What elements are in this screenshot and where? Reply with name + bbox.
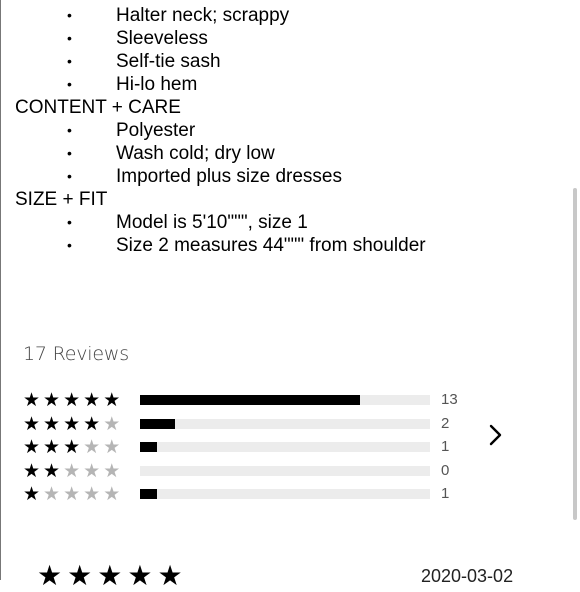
product-details — [15, 4, 555, 257]
star-icon: ★ — [83, 459, 104, 482]
star-icon: ★ — [43, 436, 64, 458]
reviews-count-title: 17 Reviews — [23, 343, 129, 365]
rating-count: 0 — [441, 461, 450, 479]
star-icon: ★ — [37, 559, 68, 592]
star-icon: ★ — [23, 389, 44, 411]
star-icon: ★ — [157, 559, 188, 592]
rating-count: 13 — [441, 391, 458, 408]
star-icon: ★ — [97, 559, 128, 592]
content-care-heading: CONTENT + CARE — [15, 97, 181, 118]
star-icon: ★ — [63, 436, 84, 458]
content-item: • Polyester — [67, 120, 196, 141]
size-item: • Model is 5'10""", size 1 — [67, 212, 308, 233]
star-icon: ★ — [23, 412, 44, 435]
rating-row-4-stars[interactable] — [23, 414, 493, 434]
review-date: 2020-03-02 — [421, 566, 514, 586]
star-icon: ★ — [103, 436, 124, 458]
star-rating — [23, 437, 123, 457]
star-icon: ★ — [103, 412, 124, 435]
rating-bar-fill — [140, 442, 157, 452]
star-icon: ★ — [63, 483, 84, 505]
star-icon: ★ — [83, 412, 104, 435]
star-icon: ★ — [43, 412, 64, 435]
rating-bar-track — [140, 466, 430, 476]
star-rating — [23, 484, 123, 504]
star-icon: ★ — [63, 389, 84, 411]
scrollbar[interactable] — [573, 188, 577, 520]
feature-item: • Halter neck; scrappy — [67, 5, 290, 26]
star-icon: ★ — [127, 559, 158, 592]
content-item: • Imported plus size dresses — [67, 166, 342, 187]
star-icon: ★ — [23, 483, 44, 505]
rating-bar-fill — [140, 395, 360, 405]
star-icon: ★ — [43, 483, 64, 505]
star-icon: ★ — [83, 436, 104, 458]
star-icon: ★ — [83, 483, 104, 505]
star-icon: ★ — [63, 459, 84, 482]
star-icon: ★ — [23, 459, 44, 482]
star-icon: ★ — [103, 459, 124, 482]
rating-row-2-stars[interactable] — [23, 461, 493, 481]
rating-row-5-stars[interactable] — [23, 390, 493, 410]
review-rating-stars — [37, 560, 188, 592]
star-icon: ★ — [67, 559, 98, 592]
star-icon: ★ — [43, 389, 64, 411]
star-icon: ★ — [103, 483, 124, 505]
star-icon: ★ — [103, 389, 124, 411]
rating-bar-fill — [140, 419, 175, 429]
star-rating — [23, 414, 123, 434]
rating-row-3-stars[interactable] — [23, 437, 493, 457]
rating-bar-track — [140, 395, 430, 405]
star-icon: ★ — [43, 459, 64, 482]
star-icon: ★ — [23, 436, 44, 458]
rating-row-1-stars[interactable] — [23, 484, 493, 504]
rating-bar-track — [140, 419, 430, 429]
rating-count: 1 — [441, 485, 450, 502]
size-fit-heading: SIZE + FIT — [15, 189, 108, 210]
rating-count: 1 — [441, 438, 450, 455]
content-item: • Wash cold; dry low — [67, 143, 275, 164]
rating-count: 2 — [441, 414, 450, 432]
chevron-right-icon[interactable] — [484, 422, 510, 448]
rating-bar-fill — [140, 489, 157, 499]
star-icon: ★ — [83, 389, 104, 411]
feature-item: • Hi-lo hem — [67, 74, 198, 95]
size-item: • Size 2 measures 44""" from shoulder — [67, 235, 426, 256]
star-icon: ★ — [63, 412, 84, 435]
feature-item: • Self-tie sash — [67, 51, 221, 72]
rating-bar-track — [140, 442, 430, 452]
star-rating — [23, 461, 123, 481]
feature-item: • Sleeveless — [67, 28, 208, 49]
rating-bar-track — [140, 489, 430, 499]
star-rating — [23, 390, 123, 410]
